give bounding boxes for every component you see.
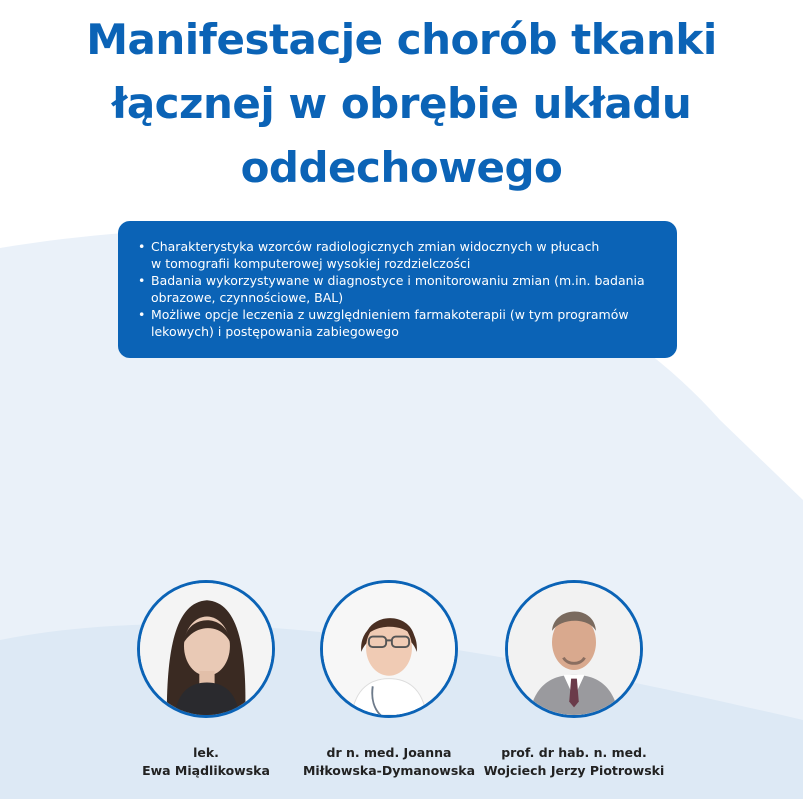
speaker-portrait <box>140 583 272 715</box>
speaker-photo-2 <box>320 580 458 718</box>
topics-box <box>118 221 677 358</box>
topic-line: lekowych) i postępowania zabiegowego <box>151 324 399 339</box>
speaker-title: dr n. med. Joanna <box>326 745 452 760</box>
topic-line: • Badania wykorzystywane w diagnostyce i monitorowaniu zmian (m.in. badania <box>151 273 645 288</box>
speaker-title: lek. <box>193 745 219 760</box>
speaker-portrait <box>508 583 640 715</box>
topic-item <box>151 306 657 340</box>
topic-item <box>151 272 657 306</box>
title-line-3: oddechowego <box>240 143 563 192</box>
speaker-portrait <box>323 583 455 715</box>
speaker-name: Wojciech Jerzy Piotrowski <box>483 763 665 778</box>
topic-line: w tomografii komputerowej wysokiej rozdzielczości <box>151 256 471 271</box>
speaker-title: prof. dr hab. n. med. <box>501 745 647 760</box>
speaker-caption-3 <box>464 744 684 780</box>
topic-line: • Charakterystyka wzorców radiologicznych zmian widocznych w płucach <box>151 239 600 254</box>
title-line-2: łącznej w obrębie układu <box>111 79 692 128</box>
topics-list <box>151 238 657 340</box>
topic-line: • Możliwe opcje leczenia z uwzględnieniem farmakoterapii (w tym programów <box>151 307 629 322</box>
speaker-name: Miłkowska-Dymanowska <box>302 763 476 778</box>
speaker-name: Ewa Miądlikowska <box>142 763 270 778</box>
page-title <box>0 8 803 200</box>
topic-item <box>151 238 657 272</box>
speaker-photo-1 <box>137 580 275 718</box>
title-line-1: Manifestacje chorób tkanki <box>86 15 717 64</box>
topic-line: obrazowe, czynnościowe, BAL) <box>151 290 344 305</box>
speaker-photo-3 <box>505 580 643 718</box>
